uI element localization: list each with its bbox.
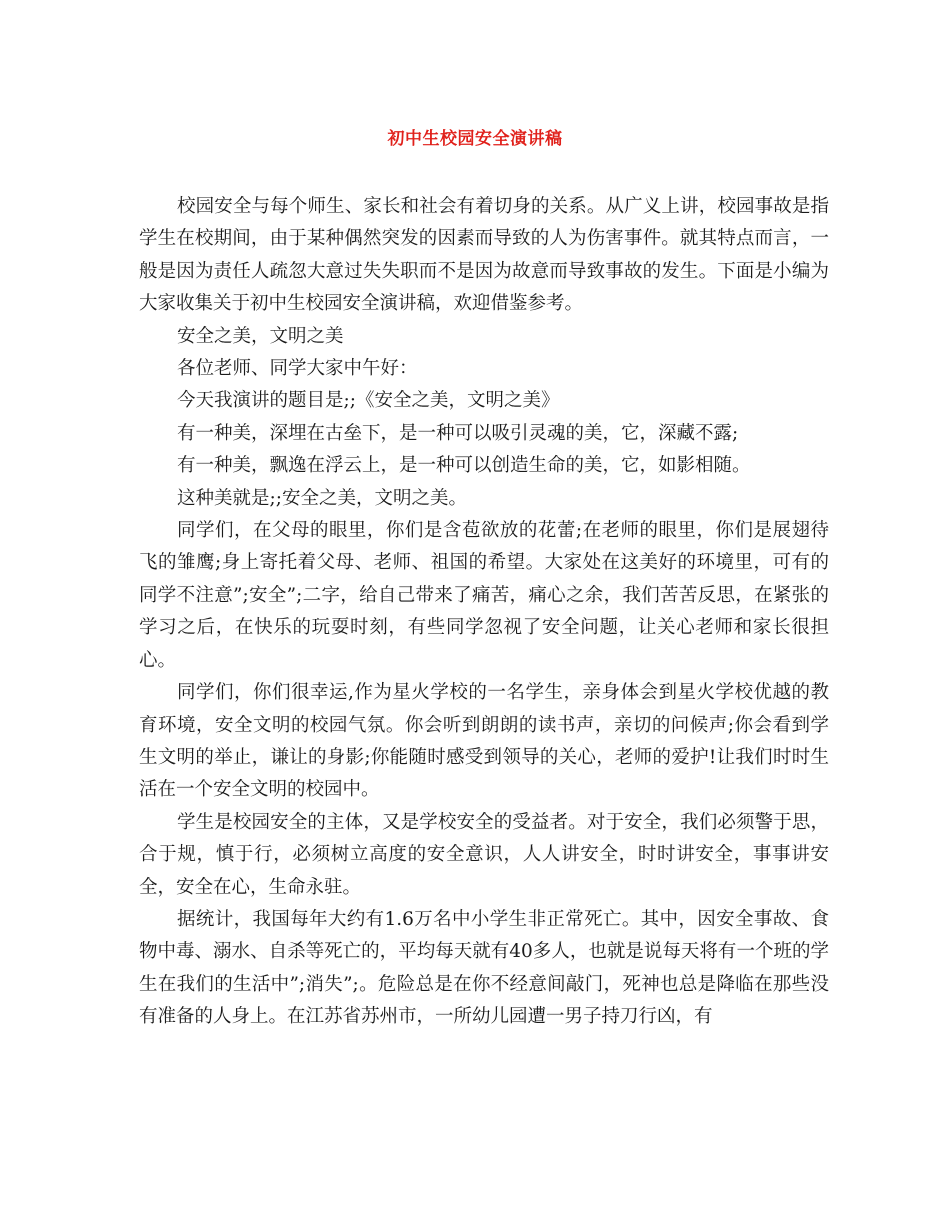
- paragraph-beauty-1: 有一种美，深埋在古垒下，是一种可以吸引灵魂的美，它，深藏不露;: [177, 422, 739, 444]
- paragraph-school: 同学们，你们很幸运,作为星火学校的一名学生，亲身体会到星火学校优越的教育环境，安全文明的校园气氛。你会听到朗朗的读书声，亲切的问候声;你会看到学生文明的举止，谦让的身影;你能随时感受到领导的关心，老师的爱护!让我们时时生活在一个安全文明的校园中。: [139, 682, 829, 801]
- paragraph-subject: 学生是校园安全的主体，又是学校安全的受益者。对于安全，我们必须警于思，合于规，慎于行，必须树立高度的安全意识，人人讲安全，时时讲安全，事事讲安全，安全在心，生命永驻。: [139, 811, 829, 898]
- document-title: 初中生校园安全演讲稿: [387, 129, 563, 149]
- paragraph-speech-title: 安全之美，文明之美: [177, 325, 344, 347]
- document-body: [139, 191, 829, 1034]
- paragraph-beauty-2: 有一种美，飘逸在浮云上，是一种可以创造生命的美，它，如影相随。: [177, 455, 751, 477]
- paragraph-students: 同学们，在父母的眼里，你们是含苞欲放的花蕾;在老师的眼里，你们是展翅待飞的雏鹰;身上寄托着父母、老师、祖国的希望。大家处在这美好的环境里，可有的同学不注意”;安全”;二字，给自己带来了痛苦，痛心之余，我们苦苦反思，在紧张的学习之后，在快乐的玩耍时刻，有些同学忽视了安全问题，让关心老师和家长很担心。: [139, 520, 829, 671]
- paragraph-intro: 校园安全与每个师生、家长和社会有着切身的关系。从广义上讲，校园事故是指学生在校期间，由于某种偶然突发的因素而导致的人为伤害事件。就其特点而言，一般是因为责任人疏忽大意过失失职而不是因为故意而导致事故的发生。下面是小编为大家收集关于初中生校园安全演讲稿，欢迎借鉴参考。: [139, 196, 829, 315]
- paragraph-greeting: 各位老师、同学大家中午好：: [177, 358, 418, 380]
- paragraph-statistics: 据统计，我国每年大约有1.6万名中小学生非正常死亡。其中，因安全事故、食物中毒、溺水、自杀等死亡的，平均每天就有40多人，也就是说每天将有一个班的学生在我们的生活中”;消失”;。危险总是在你不经意间敲门，死神也总是降临在那些没有准备的人身上。在江苏省苏州市，一所幼儿园遭一男子持刀行凶，有: [139, 908, 829, 1028]
- paragraph-topic: 今天我演讲的题目是;;《安全之美，文明之美》: [177, 390, 560, 412]
- paragraph-beauty-3: 这种美就是;;安全之美，文明之美。: [177, 487, 467, 509]
